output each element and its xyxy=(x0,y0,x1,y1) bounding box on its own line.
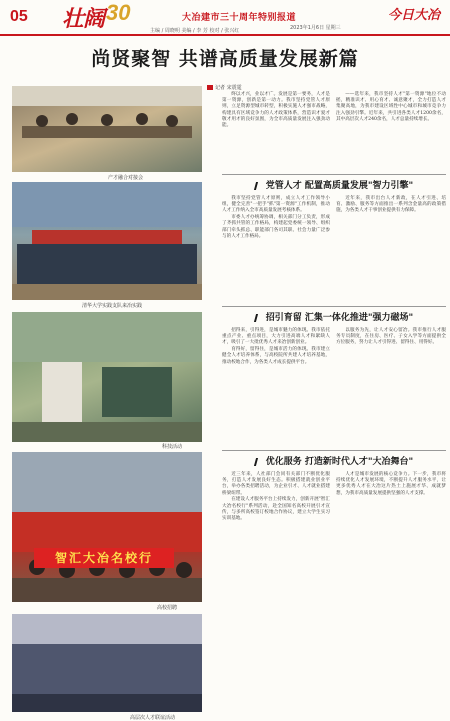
section-paragraph: 育得好，留得住，是城市活力的体现。我市建立健全人才培养体系，与高校院所共建人才培养基地，推动校地合作，为各类人才成长提供平台。 xyxy=(222,347,330,365)
section-2-column-left xyxy=(222,328,330,448)
photo-caption: 产才融合对接会 xyxy=(108,175,144,181)
section-paragraph: 在建设人才服务平台上持续发力，创新开展"智汇大冶名校行"系列活动，赴全国知名高校开展引才宣传，与多所高校签订校地合作协议，建立大学生实习实训基地。 xyxy=(222,497,330,521)
section-2-column-right xyxy=(336,328,446,448)
photo-talent-gathering xyxy=(12,614,202,712)
reporter-name: 记者 宋震霆 xyxy=(215,85,242,91)
section-paragraph: 市委人才办统筹协调，相关部门分工负责，形成了齐抓共管的工作格局，构建起党委统一领导、组织部门牵头抓总、职能部门各司其职、社会力量广泛参与的人才工作格局。 xyxy=(222,215,330,239)
intro-paragraph-right xyxy=(336,92,446,172)
photo-caption: 科技活动 xyxy=(162,444,183,450)
section-title-3 xyxy=(222,454,446,467)
section-title-text: 优化服务 打造新时代人才"大冶舞台" xyxy=(265,457,414,467)
masthead-editor-line: 主编 / 周晓明 美编 / 李 芳 校对 / 张兴红 xyxy=(150,28,240,34)
masthead-date: 2023年1月6日 星期三 xyxy=(290,25,341,31)
section-divider xyxy=(222,174,446,175)
photo-tsinghua-team xyxy=(12,182,202,300)
reporter-byline xyxy=(207,84,242,91)
photo-talent-gathering-image xyxy=(12,614,202,712)
intro-paragraph-left xyxy=(222,92,330,172)
section-paragraph: 招得来，引得进，是城市魅力的体现。我市依托重点产业、重点项目，大力引进高端人才和紧缺人才，吸引了一大批优秀人才来冶创新创业。 xyxy=(222,328,330,346)
section-paragraph: 近年来，我市出台人才新政，在人才引进、培育、激励、服务等方面推出一系列含金量高的政策措施，为各类人才干事创业提供有力保障。 xyxy=(336,196,446,214)
section-marker-icon xyxy=(254,182,263,190)
byline-marker-icon xyxy=(207,85,213,90)
section-1-column-right xyxy=(336,196,446,304)
newspaper-brand: 今日大冶 xyxy=(387,8,440,23)
photo-science-activity xyxy=(12,312,202,442)
section-paragraph: 我市坚持党管人才原则，成立人才工作领导小组，健全完善"一把手"抓"第一资源"工作机制，推动人才工作纳入全市高质量发展考核体系。 xyxy=(222,196,330,214)
article-headline: 尚贤聚智 共谱高质量发展新篇 xyxy=(91,48,359,70)
photo-campus-recruitment xyxy=(12,452,202,602)
photo-talent-matching xyxy=(12,86,202,172)
masthead-logo: 壮阔 xyxy=(62,6,105,32)
photo-banner-text: 智汇大冶名校行 xyxy=(34,548,174,568)
photo-tsinghua-team-image xyxy=(12,182,202,300)
section-3-column-right xyxy=(336,472,446,642)
section-title-2 xyxy=(222,310,446,323)
section-divider xyxy=(222,306,446,307)
section-title-1 xyxy=(222,178,446,191)
section-marker-icon xyxy=(254,314,263,322)
section-title-text: 党管人才 配置高质量发展"智力引擎" xyxy=(265,181,414,191)
section-3-column-left xyxy=(222,472,330,642)
page-number: 05 xyxy=(10,8,28,25)
masthead xyxy=(0,0,450,36)
photo-science-activity-image xyxy=(12,312,202,442)
intro-text: 终以才兴，业以才广。发展是第一要务，人才是第一资源，创新是第一动力。我市坚持党管人才原则，立足资源型城市转型，积极实施人才强市战略，构建具有区域竞争力的人才政策体系，营造识才爱才敬才用才的良好氛围，为全市高质量发展注入强劲动能。 xyxy=(222,92,330,129)
section-marker-icon xyxy=(254,458,263,466)
masthead-30-logo: 30 xyxy=(106,0,131,25)
section-1-column-left xyxy=(222,196,330,304)
photo-talent-matching-image xyxy=(12,86,202,172)
section-paragraph: 人才是城市发展的核心竞争力。下一步，我市将持续优化人才发展环境，不断提升人才服务水平，让更多优秀人才在大冶这片热土上施展才华、成就梦想，为我市高质量发展提供坚强的人才支撑。 xyxy=(336,472,446,496)
intro-text: ——选年来，我市坚持人才"第一资源"地位不动摇，精准识才、用心育才、诚意聚才，全力打造人才集聚高地，为我市建设区域性中心城市和城市竞争力注入强劲引擎。近年来，共引进各类人才1200余名，其中高层次人才240余名，人才总量持续增长。 xyxy=(336,92,446,122)
section-paragraph: 近三年来，人社部门会同有关部门不断优化服务，打造人才发展良好生态。积极搭建就业创业平台，举办各类招聘活动，为企业引才、人才就业搭建桥梁纽带。 xyxy=(222,472,330,496)
masthead-slogan: 大冶建市三十周年特别报道 xyxy=(182,13,297,23)
photo-caption: 高校招聘 xyxy=(157,605,178,611)
photo-campus-recruitment-image xyxy=(12,452,202,602)
section-title-text: 招引育留 汇集一体化推进"强力磁场" xyxy=(265,313,414,323)
photo-caption: 高层次人才联谊活动 xyxy=(130,715,176,721)
photo-caption: 清华大学实践支队来冶实践 xyxy=(82,303,143,309)
section-divider xyxy=(222,450,446,451)
section-paragraph: 以服务为先，让人才安心留冶。我市推行人才服务专员制度，在住房、医疗、子女入学等方面提供全方位服务，努力让人才引得进、留得住、用得好。 xyxy=(336,328,446,346)
